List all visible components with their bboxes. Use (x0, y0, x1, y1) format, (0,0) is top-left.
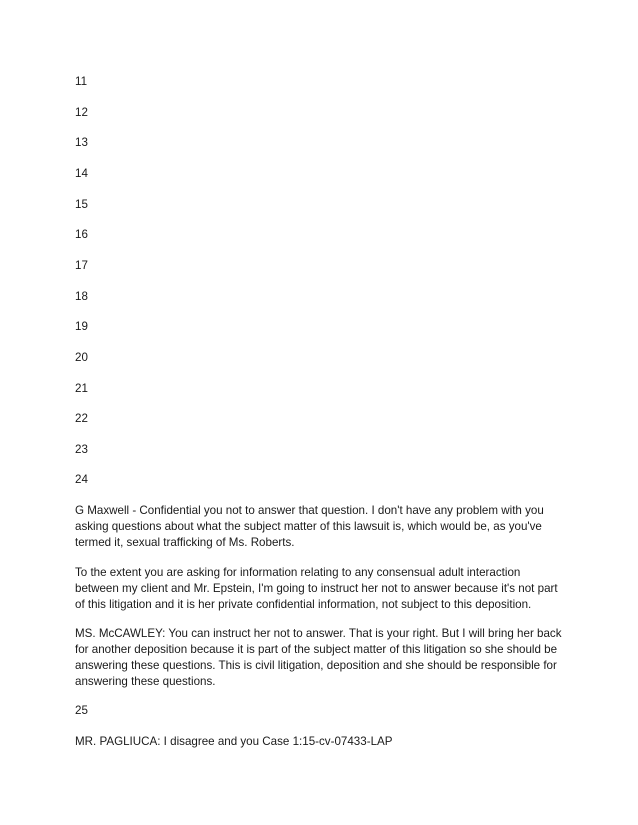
line-number: 14 (75, 167, 88, 180)
paragraph-line: for another deposition because it is part of the subject matter of this litigation so she should be (75, 643, 558, 656)
paragraph-instruction (75, 565, 575, 613)
line-number: 13 (75, 136, 88, 149)
paragraph-line: answering these questions. (75, 675, 216, 688)
line-number: 12 (75, 106, 88, 119)
line-number: 23 (75, 443, 88, 456)
paragraph-line: of this litigation and it is her private confidential information, not subject to this deposition. (75, 598, 532, 611)
paragraph-maxwell-objection (75, 503, 575, 551)
paragraph-line: G Maxwell - Confidential you not to answer that question. I don't have any problem with you (75, 504, 544, 517)
line-number: 18 (75, 290, 88, 303)
line-number: 19 (75, 320, 88, 333)
line-number: 25 (75, 704, 88, 717)
paragraph-pagliuca: MR. PAGLIUCA: I disagree and you Case 1:15-cv-07433-LAP (75, 735, 393, 748)
paragraph-line: asking questions about what the subject matter of this lawsuit is, which would be, as you've (75, 520, 542, 533)
line-number: 16 (75, 228, 88, 241)
paragraph-line: MS. McCAWLEY: You can instruct her not to answer. That is your right. But I will bring her back (75, 627, 562, 640)
paragraph-line: answering these questions. This is civil litigation, deposition and she should be responsible for (75, 659, 557, 672)
line-number: 15 (75, 198, 88, 211)
line-number: 17 (75, 259, 88, 272)
line-number: 20 (75, 351, 88, 364)
paragraph-mccawley (75, 626, 575, 690)
paragraph-line: between my client and Mr. Epstein, I'm going to instruct her not to answer because it's not part (75, 582, 558, 595)
paragraph-line: To the extent you are asking for information relating to any consensual adult interaction (75, 566, 521, 579)
line-number: 11 (75, 75, 88, 88)
paragraph-line: termed it, sexual trafficking of Ms. Roberts. (75, 536, 295, 549)
line-number: 21 (75, 382, 88, 395)
line-number: 24 (75, 473, 88, 486)
line-number: 22 (75, 412, 88, 425)
